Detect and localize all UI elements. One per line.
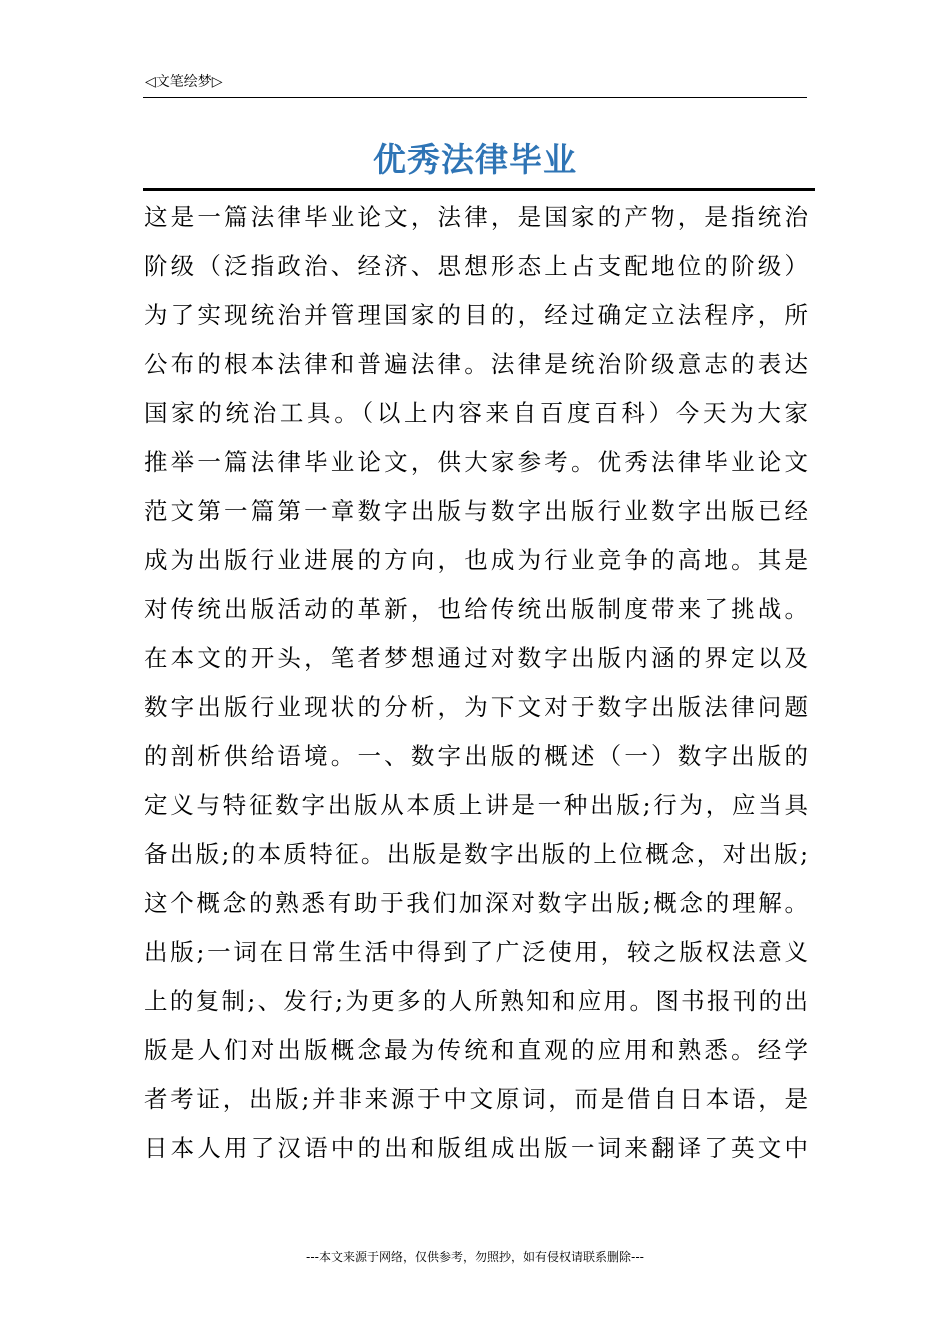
body-line: 这是一篇法律毕业论文，法律，是国家的产物，是指统治 [144, 203, 808, 231]
document-title: 优秀法律毕业 [373, 140, 577, 179]
header-brand: ◁文笔绘梦▷ [145, 74, 223, 90]
body-line: 阶级（泛指政治、经济、思想形态上占支配地位的阶级） [144, 252, 808, 280]
body-line: 定义与特征数字出版从本质上讲是一种出版;行为，应当具 [144, 791, 808, 819]
body-line: 国家的统治工具。（以上内容来自百度百科）今天为大家 [144, 399, 808, 427]
body-line: 成为出版行业进展的方向，也成为行业竞争的高地。其是 [144, 546, 808, 574]
body-line: 数字出版行业现状的分析，为下文对于数字出版法律问题 [144, 693, 808, 721]
body-line: 者考证，出版;并非来源于中文原词，而是借自日本语，是 [144, 1085, 808, 1113]
footer-disclaimer: ---本文来源于网络，仅供参考，勿照抄，如有侵权请联系删除--- [306, 1250, 644, 1264]
body-line: 备出版;的本质特征。出版是数字出版的上位概念，对出版; [144, 840, 808, 868]
body-line: 版是人们对出版概念最为传统和直观的应用和熟悉。经学 [144, 1036, 808, 1064]
body-line: 为了实现统治并管理国家的目的，经过确定立法程序，所 [144, 301, 808, 329]
body-line: 上的复制;、发行;为更多的人所熟知和应用。图书报刊的出 [144, 987, 808, 1015]
document-body [144, 193, 808, 1173]
body-line: 公布的根本法律和普遍法律。法律是统治阶级意志的表达 [144, 350, 808, 378]
body-line: 出版;一词在日常生活中得到了广泛使用，较之版权法意义 [144, 938, 808, 966]
body-line: 日本人用了汉语中的出和版组成出版一词来翻译了英文中 [144, 1134, 808, 1162]
body-line: 的剖析供给语境。一、数字出版的概述（一）数字出版的 [144, 742, 808, 770]
body-line: 这个概念的熟悉有助于我们加深对数字出版;概念的理解。 [144, 889, 808, 917]
body-line: 在本文的开头，笔者梦想通过对数字出版内涵的界定以及 [144, 644, 808, 672]
title-divider [143, 188, 815, 191]
header-divider [143, 97, 807, 98]
body-line: 推举一篇法律毕业论文，供大家参考。优秀法律毕业论文 [144, 448, 808, 476]
body-line: 范文第一篇第一章数字出版与数字出版行业数字出版已经 [144, 497, 808, 525]
body-line: 对传统出版活动的革新，也给传统出版制度带来了挑战。 [144, 595, 808, 623]
